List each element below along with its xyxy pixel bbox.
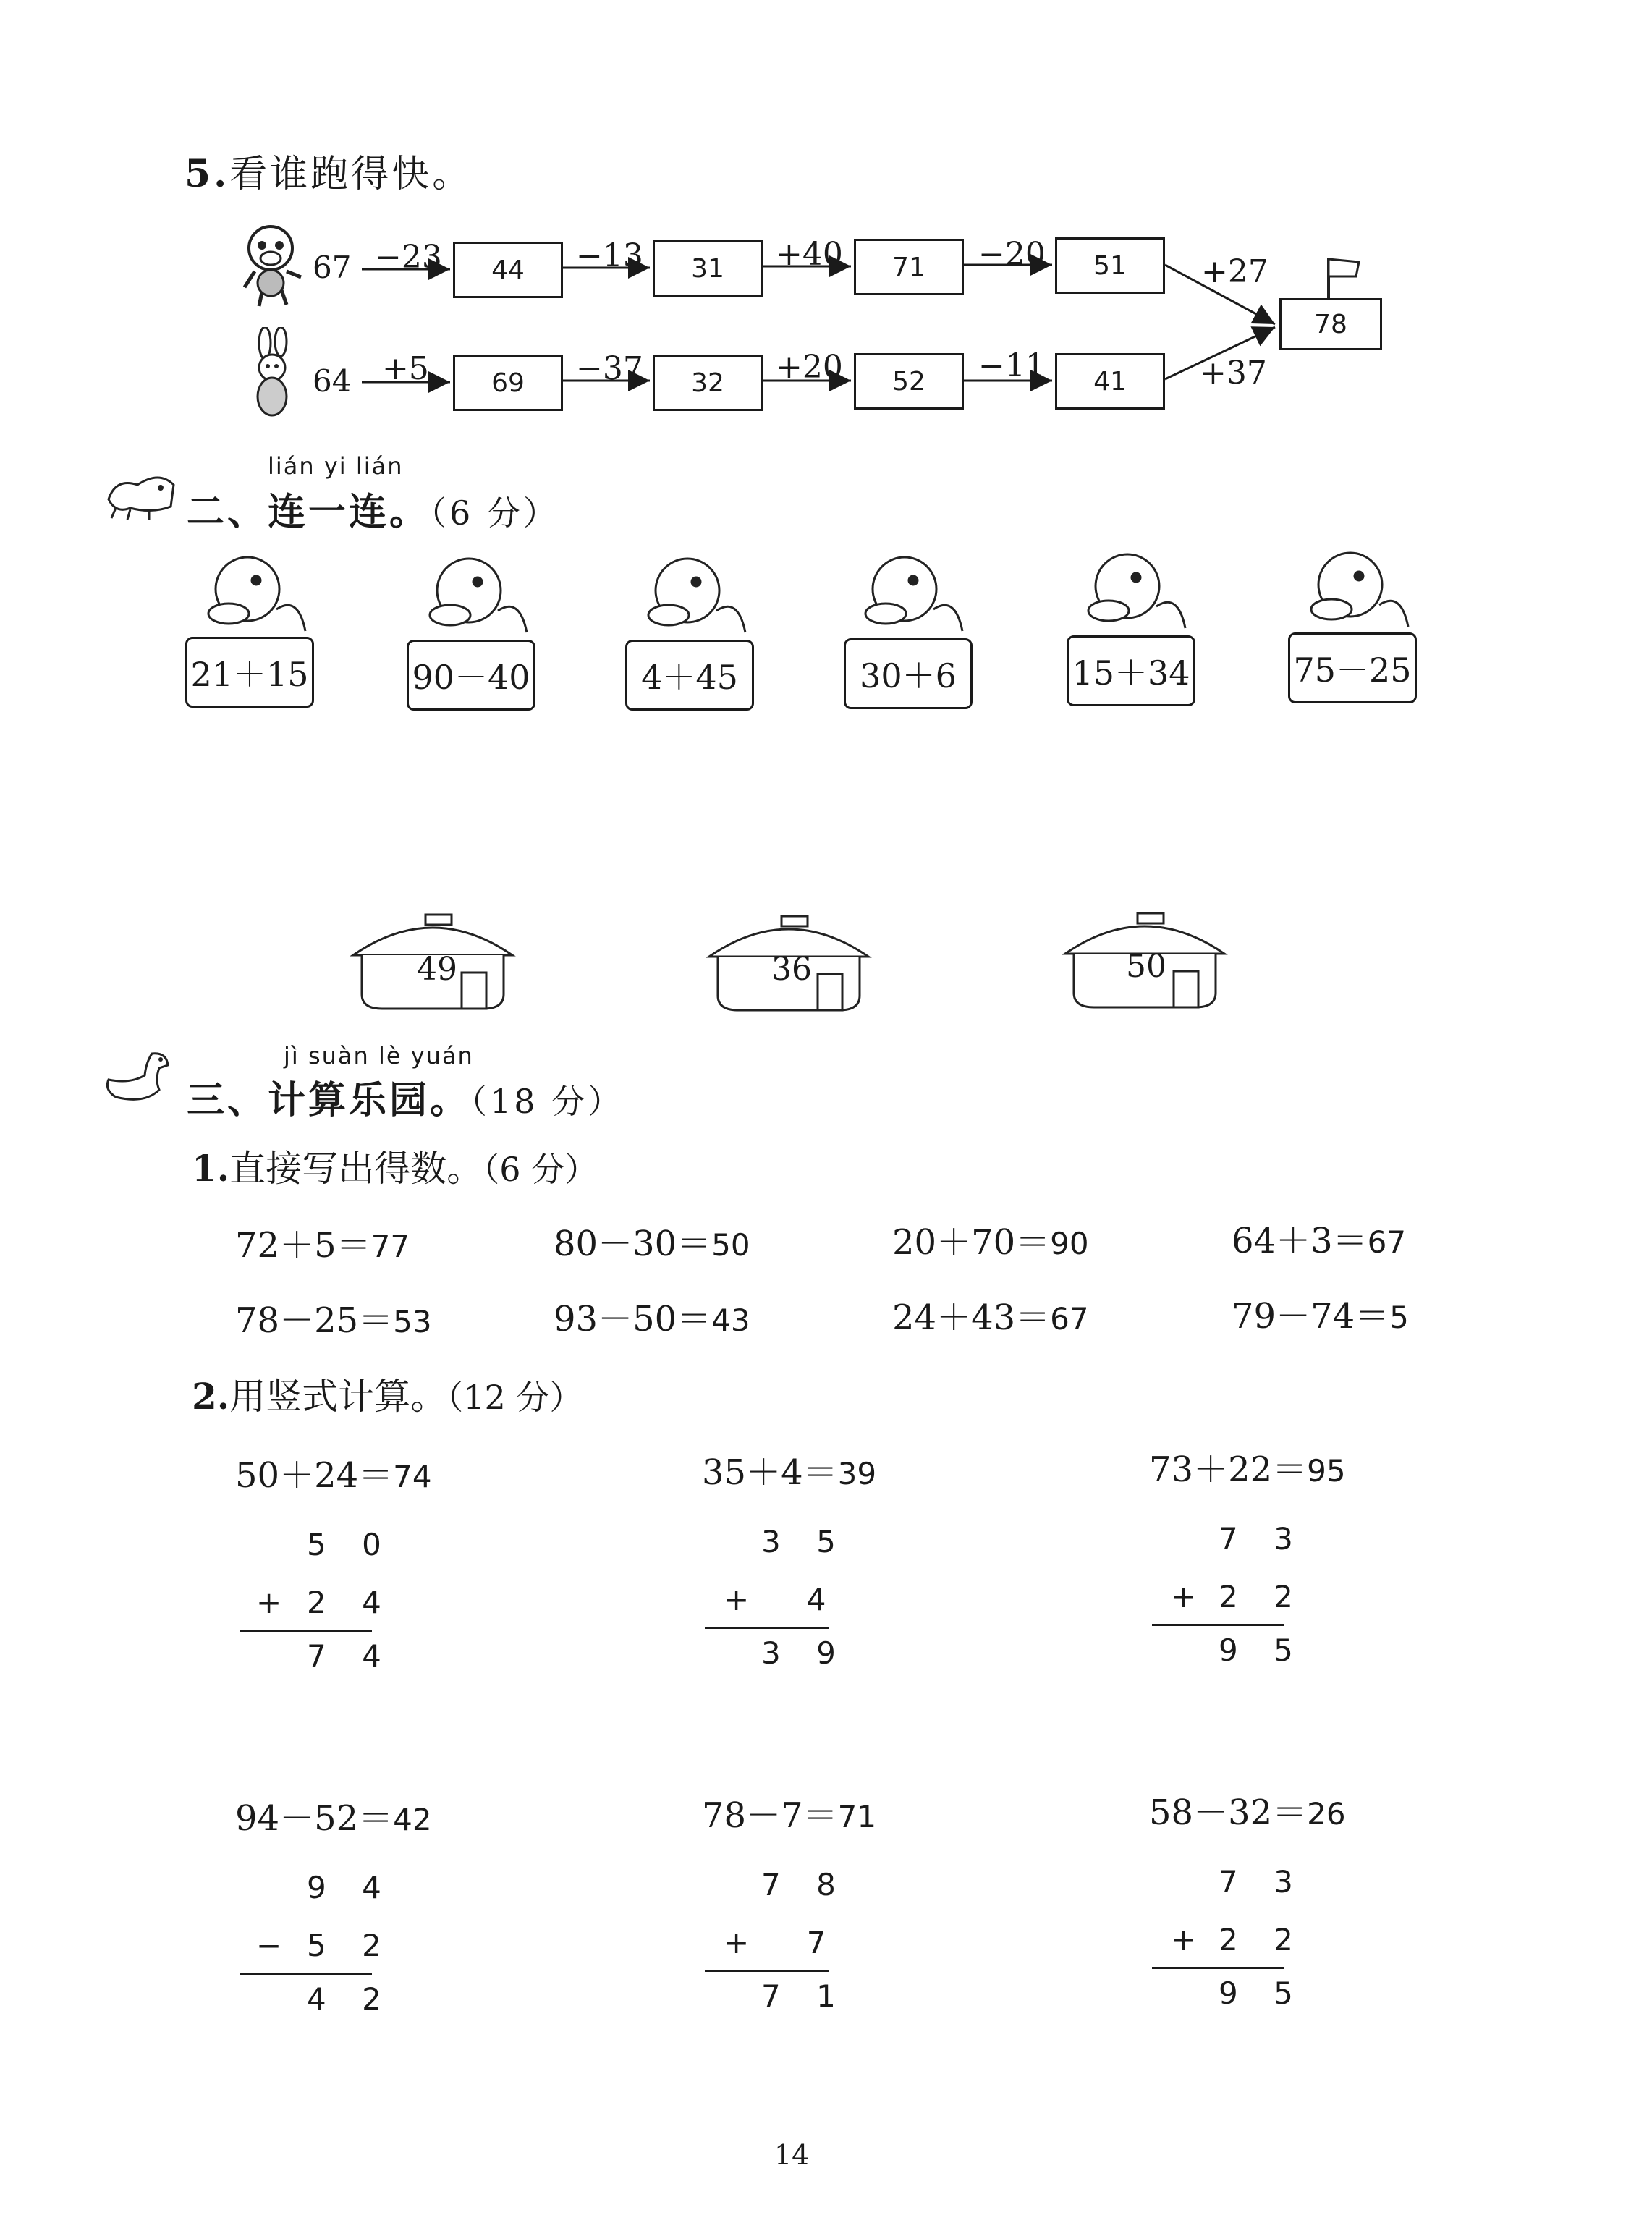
row2-op: −11 xyxy=(978,347,1046,384)
answer-box[interactable]: 32 xyxy=(653,355,763,411)
answer-box[interactable]: 31 xyxy=(653,240,763,297)
row1-op: −20 xyxy=(978,236,1046,273)
duck-expression[interactable]: 15＋34 xyxy=(1067,635,1195,706)
row2-op: +5 xyxy=(382,350,429,387)
vertical-top: 7 3 xyxy=(1219,1521,1306,1557)
row2-start: 64 xyxy=(313,363,352,399)
section2-pinyin: lián yi lián xyxy=(268,452,404,480)
duck-expression[interactable]: 21＋15 xyxy=(185,637,314,708)
row1-op: +40 xyxy=(776,236,843,273)
goose-icon xyxy=(101,1046,179,1109)
vertical-rule xyxy=(705,1627,829,1629)
row1-op: −23 xyxy=(375,239,442,276)
vertical-bottom: 4 xyxy=(761,1582,839,1617)
answer-box[interactable]: 51 xyxy=(1055,237,1165,294)
mental-calc-item: 80－30＝50 xyxy=(554,1224,750,1264)
vertical-bottom: 7 xyxy=(761,1925,839,1960)
row2-final-op: +37 xyxy=(1200,355,1267,391)
q5-title: 5.看谁跑得快。 xyxy=(185,152,473,196)
vertical-rule xyxy=(240,1973,372,1975)
vertical-top: 3 5 xyxy=(761,1524,849,1559)
page-number: 14 xyxy=(774,2139,810,2171)
house-number: 49 xyxy=(417,951,457,988)
vertical-rule xyxy=(705,1970,829,1972)
vertical-calc-expression: 73＋22＝95 xyxy=(1149,1449,1346,1490)
vertical-operator: + xyxy=(1171,1579,1210,1614)
duck-expression[interactable]: 30＋6 xyxy=(844,638,973,709)
house-number: 50 xyxy=(1126,948,1166,985)
vertical-top: 7 8 xyxy=(761,1867,849,1902)
vertical-top: 5 0 xyxy=(307,1527,394,1562)
row1-op: −13 xyxy=(576,237,643,274)
mental-calc-item: 93－50＝43 xyxy=(554,1299,750,1339)
duck-expression[interactable]: 90－40 xyxy=(407,640,535,711)
house-drawings xyxy=(0,0,1652,1028)
vertical-top: 9 4 xyxy=(307,1870,394,1905)
mental-calc-item: 64＋3＝67 xyxy=(1232,1221,1407,1261)
vertical-result: 4 2 xyxy=(307,1981,394,2017)
mental-calc-item: 78－25＝53 xyxy=(235,1300,432,1341)
answer-box[interactable]: 52 xyxy=(854,353,964,410)
vertical-calc-expression: 78－7＝71 xyxy=(702,1795,877,1836)
vertical-result: 7 4 xyxy=(307,1638,394,1674)
vertical-rule xyxy=(1152,1624,1284,1626)
answer-box[interactable]: 44 xyxy=(453,242,563,298)
answer-box[interactable]: 71 xyxy=(854,239,964,295)
answer-box[interactable]: 69 xyxy=(453,355,563,411)
vertical-operator: + xyxy=(724,1925,763,1960)
mental-calc-item: 79－74＝5 xyxy=(1232,1296,1409,1337)
answer-box[interactable]: 41 xyxy=(1055,353,1165,410)
goal-box[interactable]: 78 xyxy=(1279,298,1382,350)
row2-op: +20 xyxy=(776,349,843,386)
section3-title: 三、计算乐园。（18 分） xyxy=(187,1078,624,1122)
vertical-result: 7 1 xyxy=(761,1978,849,2014)
vertical-result: 3 9 xyxy=(761,1635,849,1671)
mental-calc-item: 72＋5＝77 xyxy=(235,1225,410,1266)
vertical-bottom: 2 4 xyxy=(307,1585,394,1620)
vertical-calc-expression: 58－32＝26 xyxy=(1149,1792,1346,1833)
row1-final-op: +27 xyxy=(1201,253,1268,290)
mental-calc-item: 20＋70＝90 xyxy=(892,1222,1089,1263)
vertical-operator: + xyxy=(256,1585,295,1620)
vertical-rule xyxy=(240,1630,372,1632)
section3-pinyin: jì suàn lè yuán xyxy=(284,1042,474,1070)
vertical-bottom: 2 2 xyxy=(1219,1579,1306,1614)
part2-title: 2.用竖式计算。（12 分） xyxy=(192,1375,583,1418)
mental-calc-item: 24＋43＝67 xyxy=(892,1297,1089,1338)
vertical-top: 7 3 xyxy=(1219,1864,1306,1900)
vertical-bottom: 5 2 xyxy=(307,1928,394,1963)
vertical-calc-expression: 50＋24＝74 xyxy=(235,1455,432,1496)
row2-op: −37 xyxy=(576,350,643,387)
vertical-calc-expression: 35＋4＝39 xyxy=(702,1452,877,1493)
vertical-operator: + xyxy=(1171,1922,1210,1957)
vertical-result: 9 5 xyxy=(1219,1975,1306,2011)
vertical-result: 9 5 xyxy=(1219,1632,1306,1668)
vertical-bottom: 2 2 xyxy=(1219,1922,1306,1957)
duck-expression[interactable]: 4＋45 xyxy=(625,640,754,711)
part1-title: 1.直接写出得数。（6 分） xyxy=(192,1147,598,1190)
vertical-operator: + xyxy=(724,1582,763,1617)
section2-title: 二、连一连。（6 分） xyxy=(187,490,559,534)
vertical-rule xyxy=(1152,1967,1284,1969)
vertical-operator: − xyxy=(256,1928,295,1963)
vertical-calc-expression: 94－52＝42 xyxy=(235,1798,432,1839)
duck-expression[interactable]: 75－25 xyxy=(1288,632,1417,703)
house-number: 36 xyxy=(771,951,812,988)
row1-start: 67 xyxy=(313,250,352,285)
